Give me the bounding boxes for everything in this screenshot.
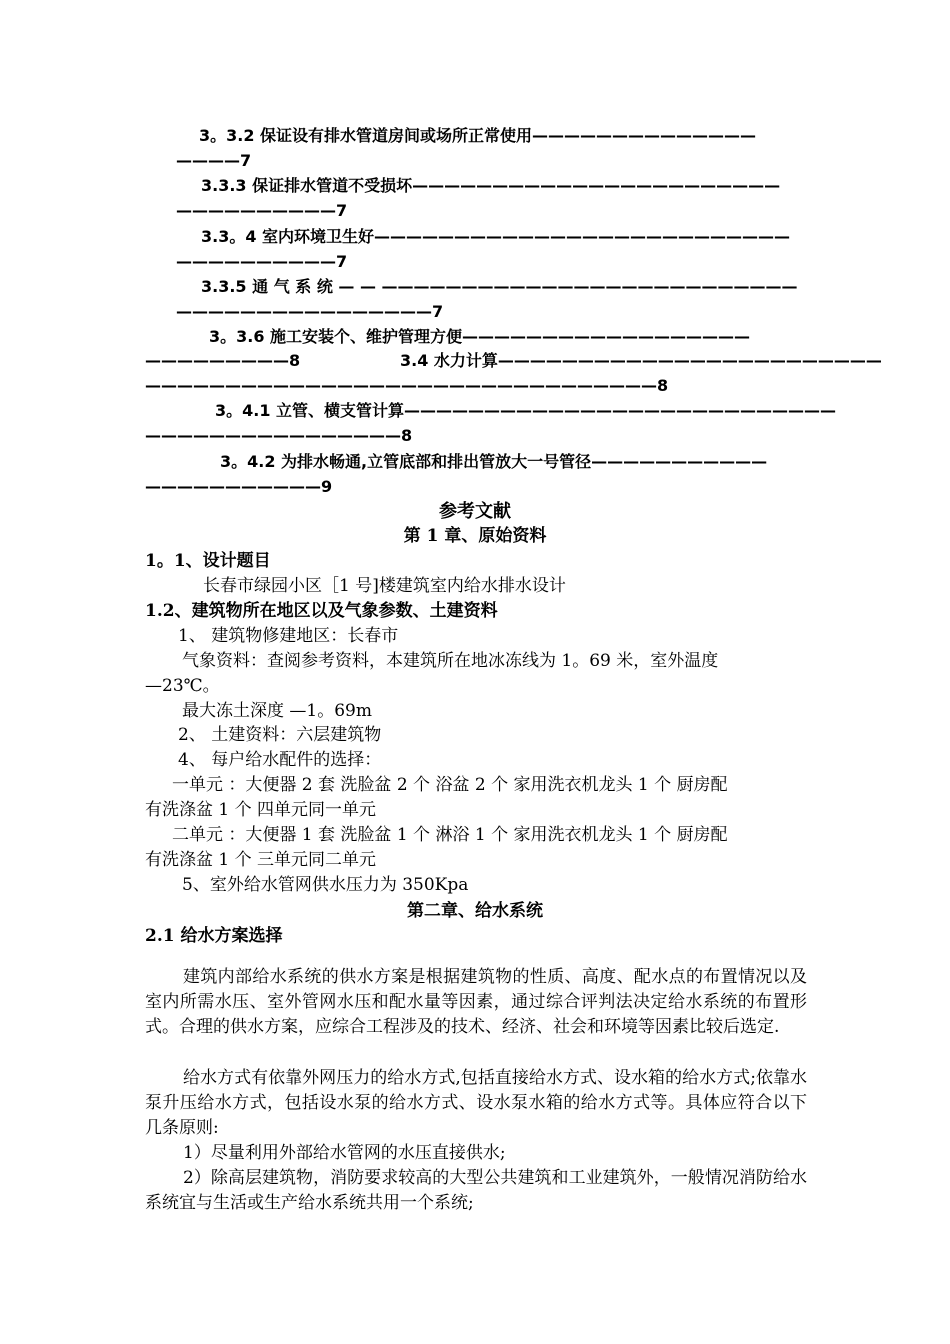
toc-item-3-3-3-page: ——————————7 <box>176 201 348 220</box>
paragraph-principle-1: 1）尽量利用外部给水管网的水压直接供水; <box>183 1143 506 1163</box>
toc-item-3-4-1-page: ————————————————8 <box>145 426 413 445</box>
toc-item-3-4: 3.4 水力计算———————————————————————— <box>400 351 882 370</box>
section-1-1-heading: 1。1、设计题目 <box>145 551 271 571</box>
chapter-2-title: 第二章、给水系统 <box>407 901 543 921</box>
list-item-location: 1、 建筑物修建地区：长春市 <box>178 626 399 646</box>
toc-item-3-3-2: 3。3.2 保证设有排水管道房间或场所正常使用—————————————— <box>199 126 757 145</box>
paragraph-supply-methods: 给水方式有依靠外网压力的给水方式,包括直接给水方式、设水箱的给水方式;依靠水泵升压给水方式，包括设水泵的给水方式、设水泵水箱的给水方式等。具体应符合以下几条原则: <box>145 1068 807 1138</box>
section-1-2-heading: 1.2、建筑物所在地区以及气象参数、土建资料 <box>145 601 498 621</box>
project-title: 长春市绿园小区［1 号]楼建筑室内给水排水设计 <box>203 576 566 596</box>
unit-2-fittings: 二单元 ：大便器 1 套 洗脸盆 1 个 淋浴 1 个 家用洗衣机龙头 1 个 厨房配 <box>172 825 728 845</box>
toc-item-3-3-6: 3。3.6 施工安装个、维护管理方便—————————————————— <box>209 327 751 346</box>
toc-item-3-3-2-page: ————7 <box>176 151 252 170</box>
toc-item-3-4-2-page: ———————————9 <box>145 477 333 496</box>
toc-item-3-4-2: 3。4.2 为排水畅通,立管底部和排出管放大一号管径——————————— <box>220 452 768 471</box>
toc-item-3-3-5-page: ————————————————7 <box>176 302 444 321</box>
toc-item-3-4-1: 3。4.1 立管、横支管计算——————————————————————————— <box>215 401 837 420</box>
chapter-1-title: 第 1 章、原始资料 <box>403 526 547 546</box>
climate-data-cont: —23℃。 <box>145 676 220 696</box>
frost-depth: 最大冻土深度 —1。69m <box>182 701 372 721</box>
toc-item-3-3-5: 3.3.5 通 气 系 统 — — —————————————————————————— <box>201 277 798 296</box>
list-item-pressure: 5、室外给水管网供水压力为 350Kpa <box>182 875 469 895</box>
list-item-fittings: 4、 每户给水配件的选择： <box>178 750 382 770</box>
references-heading: 参考文献 <box>439 501 511 522</box>
unit-1-fittings-cont: 有洗涤盆 1 个 四单元同一单元 <box>145 800 377 820</box>
unit-2-fittings-cont: 有洗涤盆 1 个 三单元同二单元 <box>145 850 377 870</box>
unit-1-fittings: 一单元 ：大便器 2 套 洗脸盆 2 个 浴盆 2 个 家用洗衣机龙头 1 个 厨房配 <box>172 775 728 795</box>
section-2-1-heading: 2.1 给水方案选择 <box>145 926 283 946</box>
toc-item-3-3-4: 3.3。4 室内环境卫生好—————————————————————————— <box>201 227 791 246</box>
toc-item-3-3-6-page: —————————8 <box>145 351 301 370</box>
toc-item-3-4-page: ————————————————————————————————8 <box>145 376 669 395</box>
list-item-civil: 2、 土建资料：六层建筑物 <box>178 725 382 745</box>
paragraph-supply-scheme: 建筑内部给水系统的供水方案是根据建筑物的性质、高度、配水点的布置情况以及室内所需水压、室外管网水压和配水量等因素，通过综合评判法决定给水系统的布置形式。合理的供水方案，应综合工程涉及的技术、经济、社会和环境等因素比较后选定. <box>145 967 807 1037</box>
paragraph-principle-2: 2）除高层建筑物，消防要求较高的大型公共建筑和工业建筑外，一般情况消防给水系统宜与生活或生产给水系统共用一个系统; <box>145 1168 807 1213</box>
climate-data: 气象资料：查阅参考资料，本建筑所在地冰冻线为 1。69 米，室外温度 <box>182 651 719 671</box>
toc-item-3-3-3: 3.3.3 保证排水管道不受损坏——————————————————————— <box>201 176 781 195</box>
toc-item-3-3-4-page: ——————————7 <box>176 252 348 271</box>
